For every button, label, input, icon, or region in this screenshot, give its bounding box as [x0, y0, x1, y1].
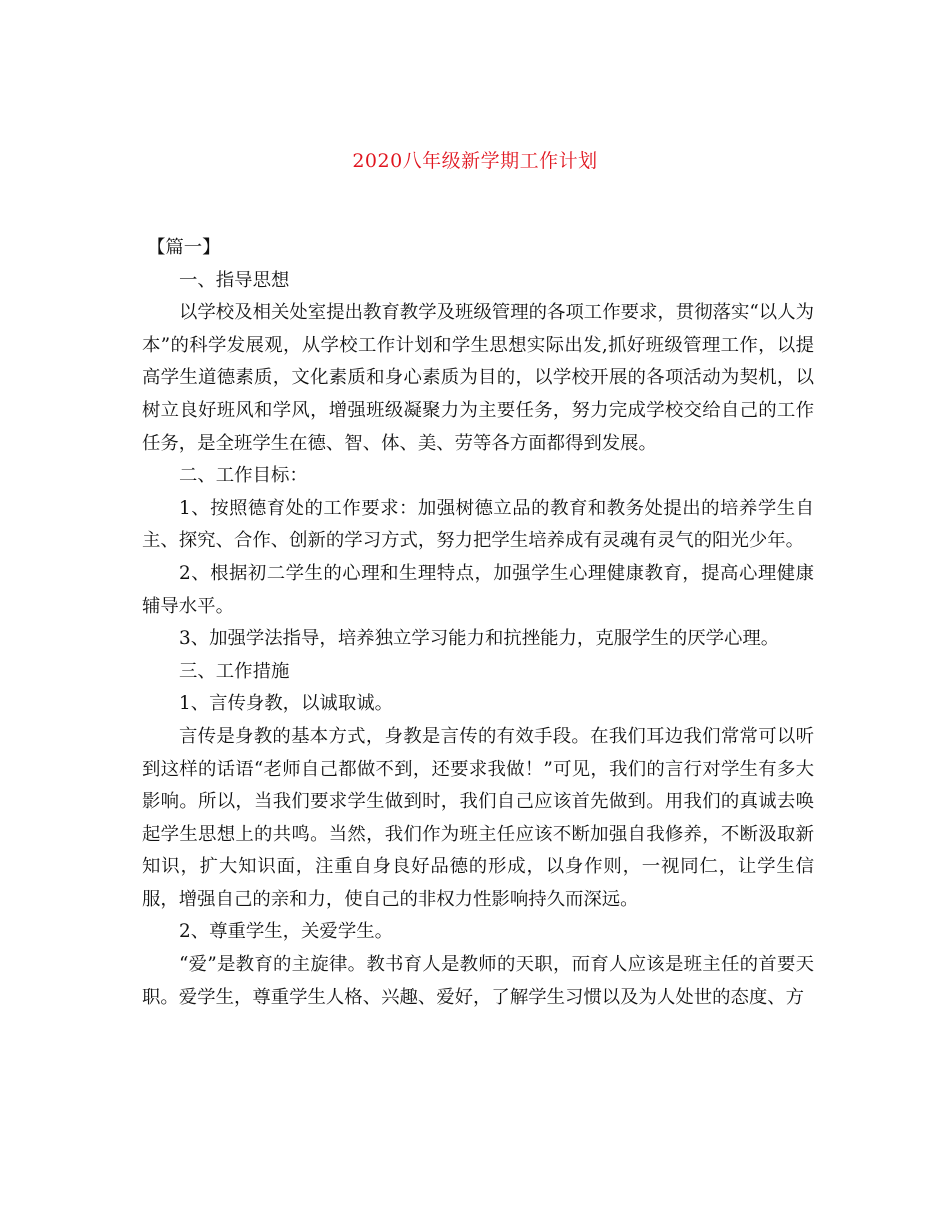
- goal-item-3: 3、加强学法指导，培养独立学习能力和抗挫能力，克服学生的厌学心理。: [179, 628, 780, 650]
- document-body: [142, 232, 814, 1014]
- heading-guiding-ideology: 一、指导思想: [179, 269, 290, 291]
- heading-work-goals: 二、工作目标：: [179, 465, 308, 487]
- heading-work-measures: 三、工作措施: [179, 660, 290, 682]
- measure-heading-1: 1、言传身教，以诚取诚。: [179, 693, 393, 715]
- goal-item-2: 2、根据初二学生的心理和生理特点，加强学生心理健康教育，提高心理健康辅导水平。: [142, 562, 814, 617]
- measure-paragraph-2: “爱”是教育的主旋律。教书育人是教师的天职，而育人应该是班主任的首要天职。爱学生，尊重学生人格、兴趣、爱好，了解学生习惯以及为人处世的态度、方: [142, 954, 814, 1008]
- measure-paragraph-1: 言传是身教的基本方式，身教是言传的有效手段。在我们耳边我们常常可以听到这样的话语“老师自己都做不到，还要求我做！”可见，我们的言行对学生有多大影响。所以，当我们要求学生做到时，我们自己应该首先做到。用我们的真诚去唤起学生思想上的共鸣。当然，我们作为班主任应该不断加强自我修养，不断汲取新知识，扩大知识面，注重自身良好品德的形成，以身作则，一视同仁，让学生信服，增强自己的亲和力，使自己的非权力性影响持久而深远。: [142, 725, 814, 910]
- section-marker: 【篇一】: [147, 237, 221, 258]
- measure-heading-2: 2、尊重学生，关爱学生。: [179, 921, 393, 943]
- goal-item-1: 1、按照德育处的工作要求：加强树德立品的教育和教务处提出的培养学生自主、探究、合作、创新的学习方式，努力把学生培养成有灵魂有灵气的阳光少年。: [142, 497, 814, 552]
- paragraph-guiding-ideology: 以学校及相关处室提出教育教学及班级管理的各项工作要求，贯彻落实“以人为本”的科学发展观，从学校工作计划和学生思想实际出发,抓好班级管理工作，以提高学生道德素质，文化素质和身心素质为目的，以学校开展的各项活动为契机，以树立良好班风和学风，增强班级凝聚力为主要任务，努力完成学校交给自己的工作任务，是全班学生在德、智、体、美、劳等各方面都得到发展。: [142, 302, 814, 454]
- document-title: 2020八年级新学期工作计划: [352, 150, 598, 172]
